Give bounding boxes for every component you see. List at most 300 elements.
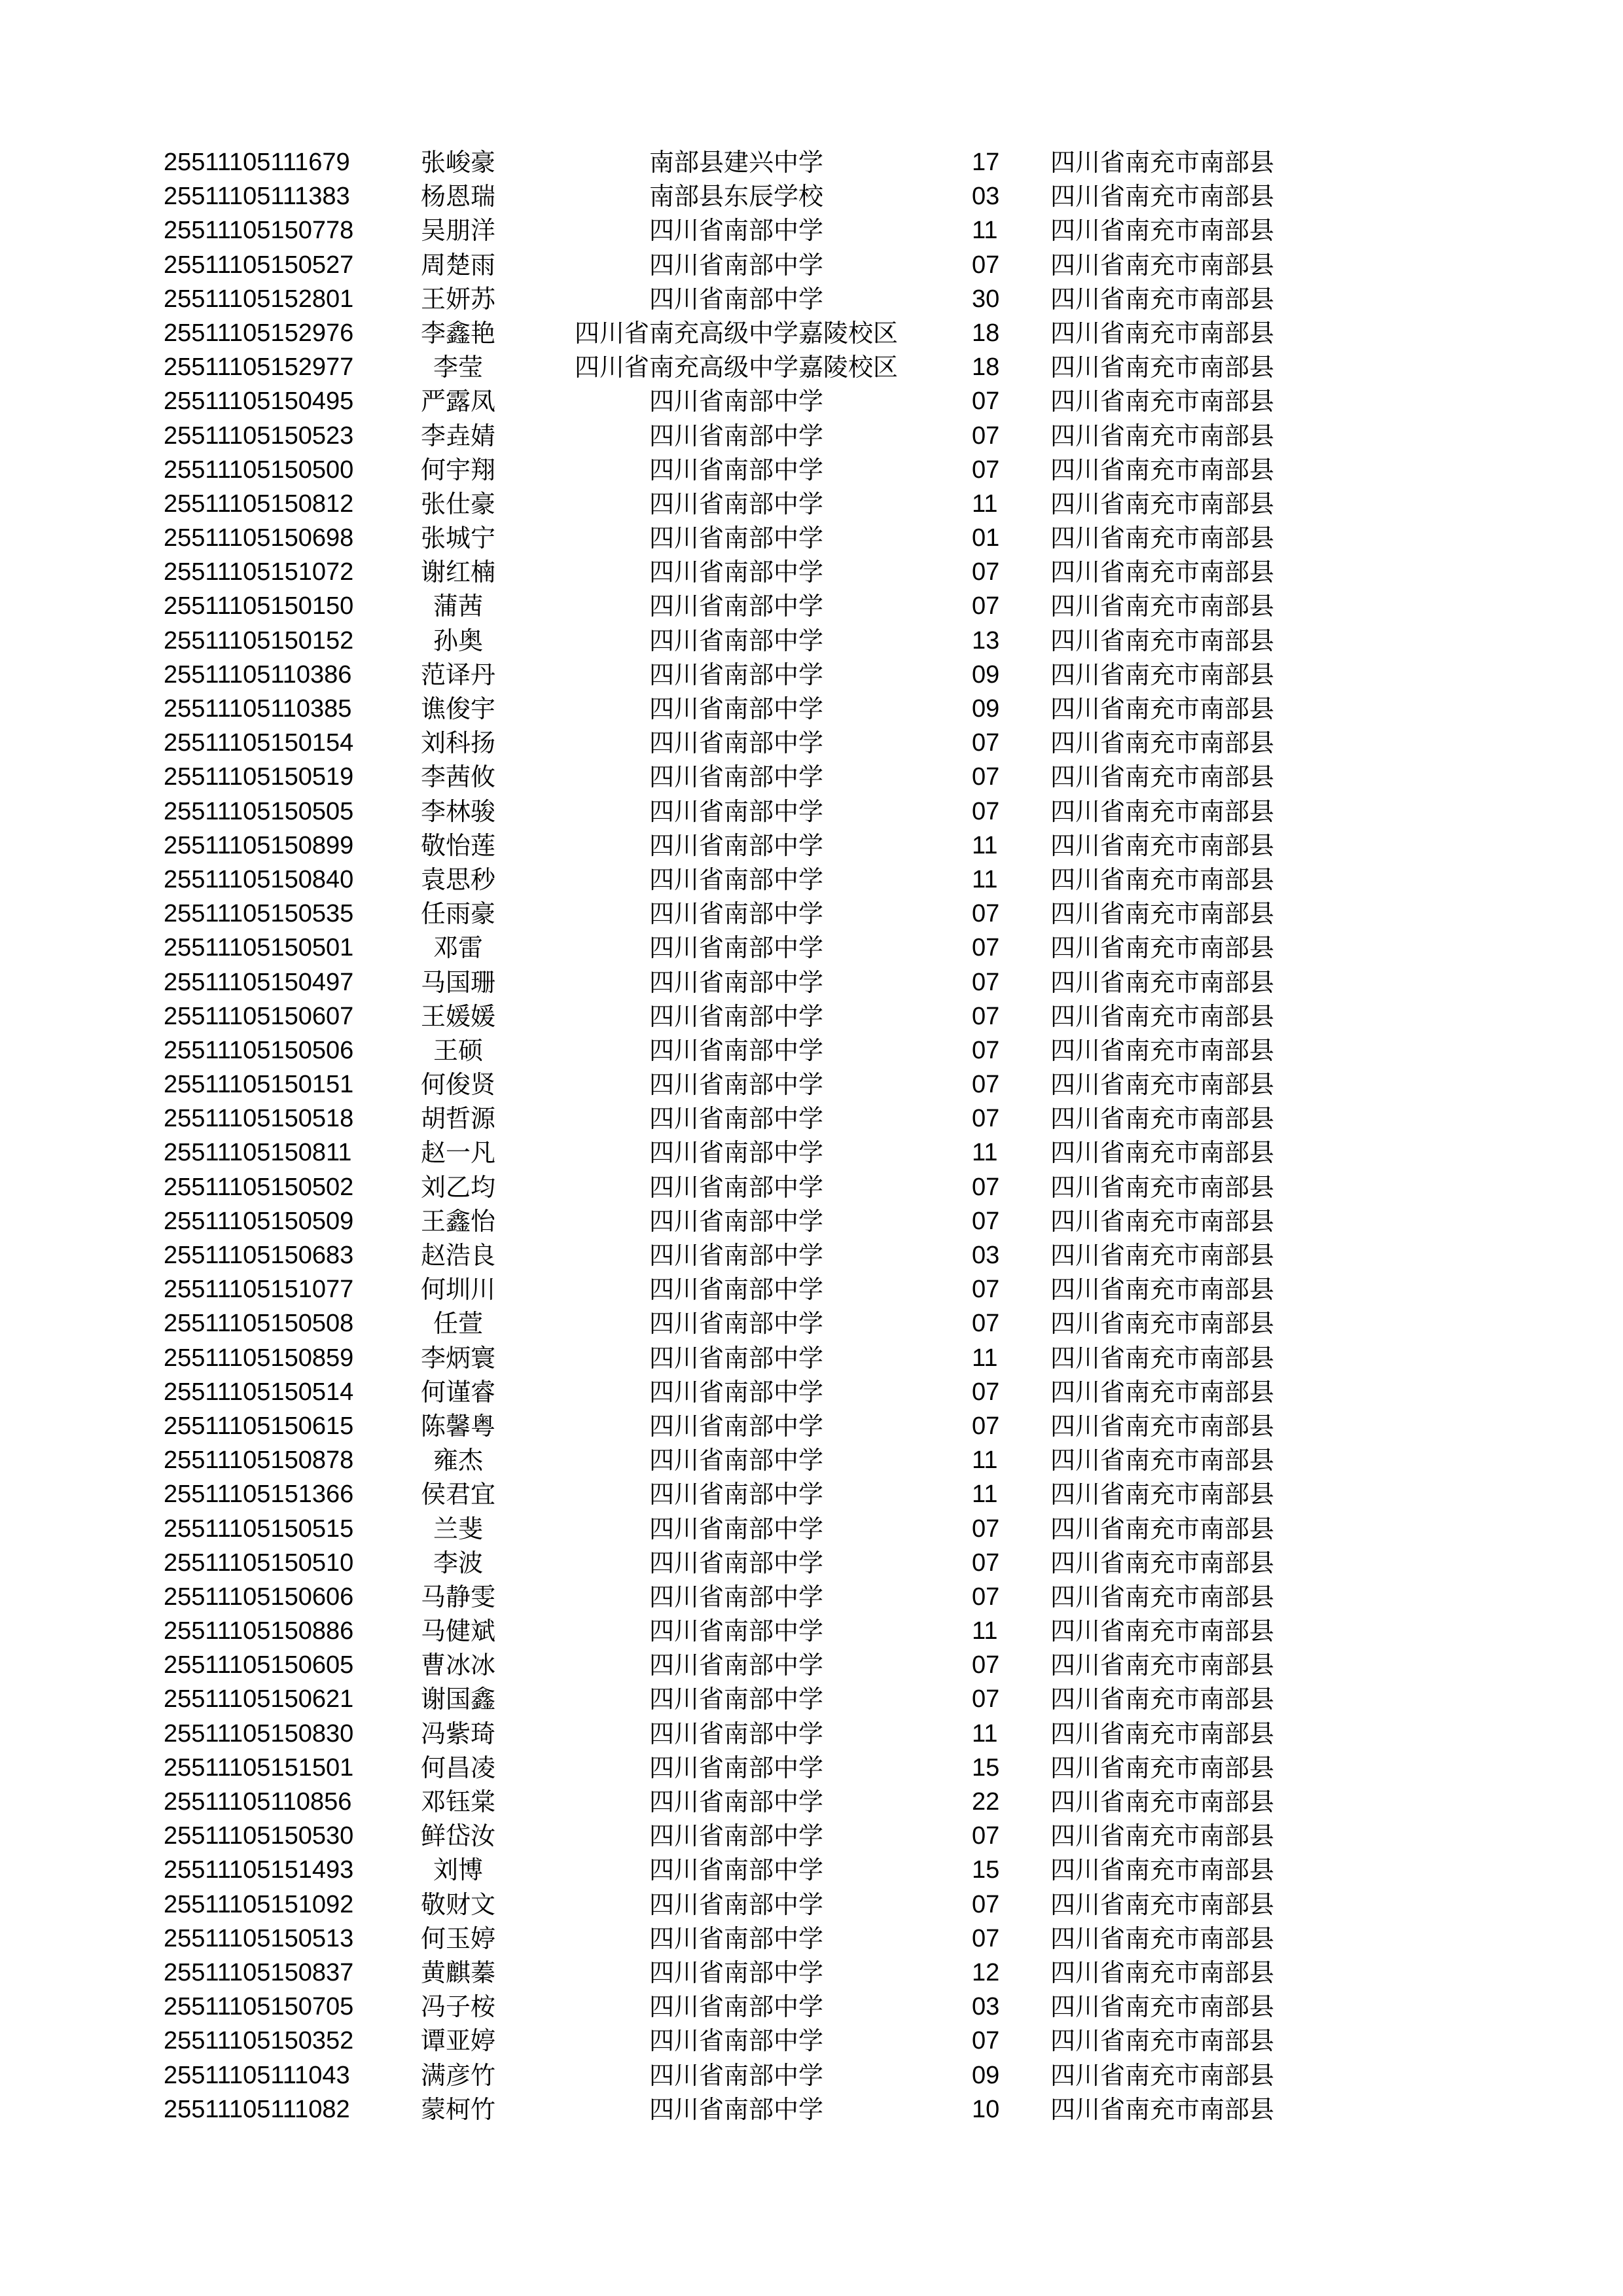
school-name-cell: 四川省南部中学 (649, 933, 823, 963)
category-code-cell: 11 (972, 1719, 998, 1748)
exam-number-cell: 25511105150352 (164, 2027, 354, 2055)
category-code-cell: 07 (972, 900, 1000, 928)
student-name-cell: 鲜岱汝 (420, 1821, 495, 1851)
region-cell: 四川省南充市南部县 (1050, 1377, 1275, 1407)
category-code-cell: 07 (972, 558, 1000, 586)
category-code-cell: 03 (972, 1242, 1000, 1269)
student-name-cell: 袁思秒 (420, 865, 495, 894)
table-row (0, 1067, 1623, 1102)
region-cell: 四川省南充市南部县 (1050, 1172, 1275, 1202)
table-row (0, 2092, 1623, 2126)
school-name-cell: 四川省南部中学 (649, 1411, 823, 1441)
region-cell: 四川省南充市南部县 (1050, 1617, 1275, 1646)
table-row (0, 453, 1623, 487)
school-name-cell: 四川省南部中学 (649, 1514, 823, 1543)
category-code-cell: 07 (972, 1685, 1000, 1713)
region-cell: 四川省南充市南部县 (1050, 1958, 1275, 1987)
student-name-cell: 杨恩瑞 (420, 182, 495, 211)
student-name-cell: 兰斐 (433, 1514, 483, 1543)
category-code-cell: 15 (972, 1856, 1000, 1884)
school-name-cell: 四川省南部中学 (649, 865, 823, 894)
school-name-cell: 四川省南部中学 (649, 1992, 823, 2022)
table-row (0, 1956, 1623, 1990)
school-name-cell: 四川省南部中学 (649, 1206, 823, 1236)
exam-number-cell: 25511105111383 (164, 183, 350, 211)
table-row (0, 1682, 1623, 1716)
category-code-cell: 07 (972, 1651, 1000, 1679)
table-row (0, 658, 1623, 692)
school-name-cell: 四川省南部中学 (649, 489, 823, 518)
region-cell: 四川省南充市南部县 (1050, 250, 1275, 279)
exam-number-cell: 25511105150899 (164, 831, 354, 859)
region-cell: 四川省南充市南部县 (1050, 1035, 1275, 1065)
school-name-cell: 四川省南部中学 (649, 694, 823, 723)
region-cell: 四川省南充市南部县 (1050, 1924, 1275, 1953)
category-code-cell: 11 (972, 865, 998, 893)
school-name-cell: 四川省南部中学 (649, 558, 823, 587)
exam-number-cell: 25511105150518 (164, 1105, 354, 1133)
exam-number-cell: 25511105110386 (164, 660, 352, 689)
student-name-cell: 马静雯 (420, 1582, 495, 1611)
category-code-cell: 07 (972, 1822, 1000, 1850)
region-cell: 四川省南充市南部县 (1050, 1548, 1275, 1577)
table-row (0, 1922, 1623, 1956)
category-code-cell: 01 (972, 524, 1000, 552)
category-code-cell: 30 (972, 285, 1000, 313)
school-name-cell: 四川省南充高级中学嘉陵校区 (574, 318, 898, 348)
category-code-cell: 15 (972, 1753, 1000, 1782)
table-row (0, 213, 1623, 247)
table-row (0, 1341, 1623, 1375)
exam-number-cell: 25511105111679 (164, 149, 350, 176)
exam-number-cell: 25511105150605 (164, 1651, 354, 1679)
table-row (0, 1614, 1623, 1648)
exam-number-cell: 25511105152801 (164, 285, 354, 313)
student-name-cell: 何谨睿 (420, 1377, 495, 1407)
table-row (0, 931, 1623, 965)
region-cell: 四川省南充市南部县 (1050, 899, 1275, 929)
table-row (0, 726, 1623, 760)
student-name-cell: 李茜攸 (420, 762, 495, 792)
school-name-cell: 四川省南部中学 (649, 1582, 823, 1611)
exam-number-cell: 25511105150150 (164, 592, 354, 620)
table-row (0, 282, 1623, 316)
category-code-cell: 07 (972, 1071, 1000, 1099)
school-name-cell: 南部县东辰学校 (649, 182, 823, 211)
school-name-cell: 四川省南部中学 (649, 1070, 823, 1100)
category-code-cell: 07 (972, 1549, 1000, 1577)
category-code-cell: 11 (972, 831, 998, 859)
exam-number-cell: 25511105150859 (164, 1344, 354, 1372)
category-code-cell: 18 (972, 353, 1000, 382)
region-cell: 四川省南充市南部县 (1050, 592, 1275, 621)
region-cell: 四川省南充市南部县 (1050, 2026, 1275, 2056)
school-name-cell: 四川省南部中学 (649, 1241, 823, 1270)
category-code-cell: 11 (972, 1617, 998, 1645)
exam-number-cell: 25511105150607 (164, 1002, 354, 1030)
exam-number-cell: 25511105150151 (164, 1071, 354, 1099)
region-cell: 四川省南充市南部县 (1050, 1309, 1275, 1338)
table-row (0, 624, 1623, 658)
region-cell: 四川省南充市南部县 (1050, 1104, 1275, 1134)
category-code-cell: 07 (972, 1276, 1000, 1304)
student-name-cell: 蒙柯竹 (420, 2094, 495, 2124)
exam-number-cell: 25511105150515 (164, 1515, 354, 1543)
school-name-cell: 四川省南部中学 (649, 2060, 823, 2090)
exam-number-cell: 25511105150535 (164, 900, 354, 928)
table-row (0, 589, 1623, 623)
category-code-cell: 09 (972, 660, 1000, 689)
exam-number-cell: 25511105150698 (164, 524, 354, 552)
category-code-cell: 07 (972, 1173, 1000, 1201)
exam-number-cell: 25511105150878 (164, 1446, 354, 1475)
student-name-cell: 曹冰冰 (420, 1651, 495, 1680)
student-name-cell: 黄麒蓁 (420, 1958, 495, 1987)
student-name-cell: 谭亚婷 (420, 2026, 495, 2056)
region-cell: 四川省南充市南部县 (1050, 762, 1275, 792)
region-cell: 四川省南充市南部县 (1050, 1582, 1275, 1611)
region-cell: 四川省南充市南部县 (1050, 1411, 1275, 1441)
exam-number-cell: 25511105150683 (164, 1242, 354, 1269)
region-cell: 四川省南充市南部县 (1050, 967, 1275, 997)
exam-number-cell: 25511105150886 (164, 1617, 354, 1645)
table-row (0, 1819, 1623, 1853)
region-cell: 四川省南充市南部县 (1050, 489, 1275, 518)
table-row (0, 350, 1623, 384)
region-cell: 四川省南充市南部县 (1050, 1001, 1275, 1031)
student-name-cell: 陈馨粤 (420, 1411, 495, 1441)
student-name-cell: 李炳寰 (420, 1343, 495, 1372)
region-cell: 四川省南充市南部县 (1050, 933, 1275, 963)
school-name-cell: 四川省南部中学 (649, 592, 823, 621)
student-name-cell: 谢红楠 (420, 558, 495, 587)
table-row (0, 1546, 1623, 1580)
region-cell: 四川省南充市南部县 (1050, 1685, 1275, 1714)
student-name-cell: 何圳川 (420, 1275, 495, 1304)
school-name-cell: 四川省南部中学 (649, 1446, 823, 1475)
table-row (0, 2024, 1623, 2058)
school-name-cell: 四川省南部中学 (649, 1719, 823, 1748)
student-name-cell: 张峻豪 (420, 148, 495, 177)
exam-number-cell: 25511105150811 (164, 1139, 352, 1167)
school-name-cell: 四川省南部中学 (649, 899, 823, 929)
student-name-cell: 何俊贤 (420, 1070, 495, 1100)
school-name-cell: 四川省南部中学 (649, 2094, 823, 2124)
school-name-cell: 四川省南部中学 (649, 1138, 823, 1168)
student-name-cell: 张仕豪 (420, 489, 495, 518)
school-name-cell: 南部县建兴中学 (649, 148, 823, 177)
table-row (0, 419, 1623, 453)
table-row (0, 1033, 1623, 1067)
category-code-cell: 18 (972, 319, 1000, 347)
exam-number-cell: 25511105150495 (164, 387, 354, 416)
exam-number-cell: 25511105150508 (164, 1310, 354, 1338)
category-code-cell: 03 (972, 1993, 1000, 2021)
region-cell: 四川省南充市南部县 (1050, 1753, 1275, 1782)
student-name-cell: 雍杰 (433, 1446, 483, 1475)
region-cell: 四川省南充市南部县 (1050, 1343, 1275, 1372)
student-name-cell: 李鑫艳 (420, 318, 495, 348)
region-cell: 四川省南充市南部县 (1050, 660, 1275, 689)
school-name-cell: 四川省南部中学 (649, 797, 823, 826)
region-cell: 四川省南充市南部县 (1050, 626, 1275, 655)
student-name-cell: 李波 (433, 1548, 483, 1577)
school-name-cell: 四川省南部中学 (649, 1548, 823, 1577)
school-name-cell: 四川省南部中学 (649, 216, 823, 245)
exam-number-cell: 25511105150154 (164, 729, 354, 757)
exam-number-cell: 25511105151072 (164, 558, 354, 586)
student-name-cell: 胡哲源 (420, 1104, 495, 1134)
student-name-cell: 周楚雨 (420, 250, 495, 279)
category-code-cell: 07 (972, 1036, 1000, 1064)
school-name-cell: 四川省南部中学 (649, 967, 823, 997)
student-name-cell: 谢国鑫 (420, 1685, 495, 1714)
school-name-cell: 四川省南部中学 (649, 1104, 823, 1134)
exam-number-cell: 25511105150523 (164, 422, 354, 450)
exam-number-cell: 25511105152976 (164, 319, 354, 347)
category-code-cell: 07 (972, 1105, 1000, 1133)
table-row (0, 760, 1623, 794)
table-row (0, 1751, 1623, 1785)
category-code-cell: 07 (972, 592, 1000, 620)
exam-number-cell: 25511105110385 (164, 695, 352, 723)
category-code-cell: 09 (972, 695, 1000, 723)
school-name-cell: 四川省南部中学 (649, 1480, 823, 1509)
table-row (0, 1272, 1623, 1306)
student-name-cell: 孙奥 (433, 626, 483, 655)
exam-number-cell: 25511105150502 (164, 1173, 354, 1201)
table-row (0, 1204, 1623, 1238)
table-row (0, 1888, 1623, 1922)
school-name-cell: 四川省南部中学 (649, 1275, 823, 1304)
school-name-cell: 四川省南部中学 (649, 1377, 823, 1407)
table-row (0, 795, 1623, 829)
student-name-cell: 冯紫琦 (420, 1719, 495, 1748)
category-code-cell: 11 (972, 1344, 998, 1372)
school-name-cell: 四川省南部中学 (649, 762, 823, 792)
student-name-cell: 刘乙均 (420, 1172, 495, 1202)
table-row (0, 1102, 1623, 1136)
region-cell: 四川省南充市南部县 (1050, 1787, 1275, 1816)
table-row (0, 1409, 1623, 1443)
region-cell: 四川省南充市南部县 (1050, 558, 1275, 587)
student-name-cell: 王媛媛 (420, 1001, 495, 1031)
category-code-cell: 11 (972, 1446, 998, 1475)
exam-number-cell: 25511105150830 (164, 1719, 354, 1748)
exam-number-cell: 25511105151501 (164, 1753, 354, 1782)
exam-number-cell: 25511105150509 (164, 1207, 354, 1235)
region-cell: 四川省南充市南部县 (1050, 387, 1275, 416)
region-cell: 四川省南充市南部县 (1050, 182, 1275, 211)
exam-number-cell: 25511105150505 (164, 797, 354, 825)
student-name-cell: 侯君宜 (420, 1480, 495, 1509)
category-code-cell: 07 (972, 2027, 1000, 2055)
exam-number-cell: 25511105150500 (164, 456, 354, 484)
category-code-cell: 07 (972, 422, 1000, 450)
region-cell: 四川省南充市南部县 (1050, 1206, 1275, 1236)
school-name-cell: 四川省南部中学 (649, 728, 823, 758)
student-name-cell: 邓钰棠 (420, 1787, 495, 1816)
school-name-cell: 四川省南部中学 (649, 1856, 823, 1885)
school-name-cell: 四川省南部中学 (649, 2026, 823, 2056)
table-row (0, 1306, 1623, 1340)
category-code-cell: 11 (972, 1139, 998, 1167)
category-code-cell: 22 (972, 1788, 1000, 1816)
table-row (0, 316, 1623, 350)
table-row (0, 1853, 1623, 1887)
exam-number-cell: 25511105150530 (164, 1822, 354, 1850)
school-name-cell: 四川省南部中学 (649, 524, 823, 553)
region-cell: 四川省南充市南部县 (1050, 1241, 1275, 1270)
table-row (0, 1580, 1623, 1614)
exam-number-cell: 25511105151493 (164, 1856, 354, 1884)
category-code-cell: 11 (972, 490, 998, 518)
school-name-cell: 四川省南部中学 (649, 1958, 823, 1987)
region-cell: 四川省南充市南部县 (1050, 524, 1275, 553)
school-name-cell: 四川省南部中学 (649, 387, 823, 416)
student-name-cell: 敬财文 (420, 1890, 495, 1919)
student-name-cell: 何昌凌 (420, 1753, 495, 1782)
student-name-cell: 李莹 (433, 353, 483, 382)
table-row (0, 1785, 1623, 1819)
region-cell: 四川省南充市南部县 (1050, 2060, 1275, 2090)
exam-number-cell: 25511105150812 (164, 490, 354, 518)
category-code-cell: 07 (972, 763, 1000, 791)
region-cell: 四川省南充市南部县 (1050, 455, 1275, 484)
region-cell: 四川省南充市南部县 (1050, 1890, 1275, 1919)
table-row (0, 179, 1623, 213)
student-name-cell: 刘科扬 (420, 728, 495, 758)
student-list-table (0, 145, 1623, 2126)
table-row (0, 521, 1623, 555)
table-row (0, 487, 1623, 521)
student-name-cell: 吴朋洋 (420, 216, 495, 245)
student-name-cell: 谯俊宇 (420, 694, 495, 723)
student-name-cell: 王妍苏 (420, 284, 495, 314)
exam-number-cell: 25511105150615 (164, 1412, 354, 1440)
exam-number-cell: 25511105151077 (164, 1276, 354, 1304)
student-name-cell: 蒲茜 (433, 592, 483, 621)
school-name-cell: 四川省南部中学 (649, 1035, 823, 1065)
region-cell: 四川省南充市南部县 (1050, 1446, 1275, 1475)
category-code-cell: 12 (972, 1958, 1000, 1986)
student-name-cell: 任雨豪 (420, 899, 495, 929)
category-code-cell: 09 (972, 2061, 1000, 2089)
exam-number-cell: 25511105150840 (164, 865, 354, 893)
category-code-cell: 10 (972, 2095, 1000, 2123)
category-code-cell: 17 (972, 149, 1000, 176)
region-cell: 四川省南充市南部县 (1050, 797, 1275, 826)
category-code-cell: 13 (972, 626, 1000, 655)
school-name-cell: 四川省南部中学 (649, 1924, 823, 1953)
table-row (0, 965, 1623, 999)
table-row (0, 1648, 1623, 1682)
exam-number-cell: 25511105150510 (164, 1549, 354, 1577)
school-name-cell: 四川省南充高级中学嘉陵校区 (574, 353, 898, 382)
category-code-cell: 03 (972, 183, 1000, 211)
table-row (0, 897, 1623, 931)
student-name-cell: 何宇翔 (420, 455, 495, 484)
student-name-cell: 马国珊 (420, 967, 495, 997)
school-name-cell: 四川省南部中学 (649, 250, 823, 279)
region-cell: 四川省南充市南部县 (1050, 728, 1275, 758)
exam-number-cell: 25511105150621 (164, 1685, 354, 1713)
region-cell: 四川省南充市南部县 (1050, 1514, 1275, 1543)
exam-number-cell: 25511105150837 (164, 1958, 354, 1986)
exam-number-cell: 25511105111043 (164, 2061, 350, 2089)
exam-number-cell: 25511105152977 (164, 353, 354, 382)
table-row (0, 692, 1623, 726)
student-name-cell: 马健斌 (420, 1617, 495, 1646)
school-name-cell: 四川省南部中学 (649, 1753, 823, 1782)
table-row (0, 829, 1623, 863)
school-name-cell: 四川省南部中学 (649, 831, 823, 860)
exam-number-cell: 25511105111082 (164, 2095, 350, 2123)
category-code-cell: 07 (972, 729, 1000, 757)
school-name-cell: 四川省南部中学 (649, 1001, 823, 1031)
school-name-cell: 四川省南部中学 (649, 1617, 823, 1646)
table-row (0, 1477, 1623, 1511)
school-name-cell: 四川省南部中学 (649, 421, 823, 450)
region-cell: 四川省南充市南部县 (1050, 421, 1275, 450)
table-row (0, 1375, 1623, 1409)
region-cell: 四川省南充市南部县 (1050, 1992, 1275, 2022)
school-name-cell: 四川省南部中学 (649, 660, 823, 689)
region-cell: 四川省南充市南部县 (1050, 284, 1275, 314)
school-name-cell: 四川省南部中学 (649, 1890, 823, 1919)
student-name-cell: 满彦竹 (420, 2060, 495, 2090)
exam-number-cell: 25511105110856 (164, 1788, 352, 1816)
region-cell: 四川省南充市南部县 (1050, 694, 1275, 723)
student-name-cell: 王硕 (433, 1035, 483, 1065)
student-name-cell: 何玉婷 (420, 1924, 495, 1953)
category-code-cell: 07 (972, 456, 1000, 484)
table-row (0, 1136, 1623, 1170)
exam-number-cell: 25511105150506 (164, 1036, 354, 1064)
region-cell: 四川省南充市南部县 (1050, 1856, 1275, 1885)
region-cell: 四川省南充市南部县 (1050, 831, 1275, 860)
table-row (0, 999, 1623, 1033)
table-row (0, 248, 1623, 282)
student-name-cell: 严露凤 (420, 387, 495, 416)
table-row (0, 863, 1623, 897)
exam-number-cell: 25511105150519 (164, 763, 354, 791)
category-code-cell: 07 (972, 934, 1000, 962)
region-cell: 四川省南充市南部县 (1050, 318, 1275, 348)
student-name-cell: 任萱 (433, 1309, 483, 1338)
region-cell: 四川省南充市南部县 (1050, 1480, 1275, 1509)
exam-number-cell: 25511105150527 (164, 251, 354, 279)
category-code-cell: 11 (972, 217, 998, 245)
category-code-cell: 07 (972, 1890, 1000, 1918)
table-row (0, 2058, 1623, 2092)
exam-number-cell: 25511105151092 (164, 1890, 354, 1918)
student-name-cell: 邓雷 (433, 933, 483, 963)
region-cell: 四川省南充市南部县 (1050, 1651, 1275, 1680)
school-name-cell: 四川省南部中学 (649, 1685, 823, 1714)
category-code-cell: 07 (972, 1924, 1000, 1952)
region-cell: 四川省南充市南部县 (1050, 1275, 1275, 1304)
exam-number-cell: 25511105150778 (164, 217, 354, 245)
region-cell: 四川省南充市南部县 (1050, 2094, 1275, 2124)
student-name-cell: 刘博 (433, 1856, 483, 1885)
exam-number-cell: 25511105150514 (164, 1378, 354, 1406)
category-code-cell: 07 (972, 1515, 1000, 1543)
region-cell: 四川省南充市南部县 (1050, 1070, 1275, 1100)
region-cell: 四川省南充市南部县 (1050, 1821, 1275, 1851)
category-code-cell: 07 (972, 387, 1000, 416)
school-name-cell: 四川省南部中学 (649, 1172, 823, 1202)
